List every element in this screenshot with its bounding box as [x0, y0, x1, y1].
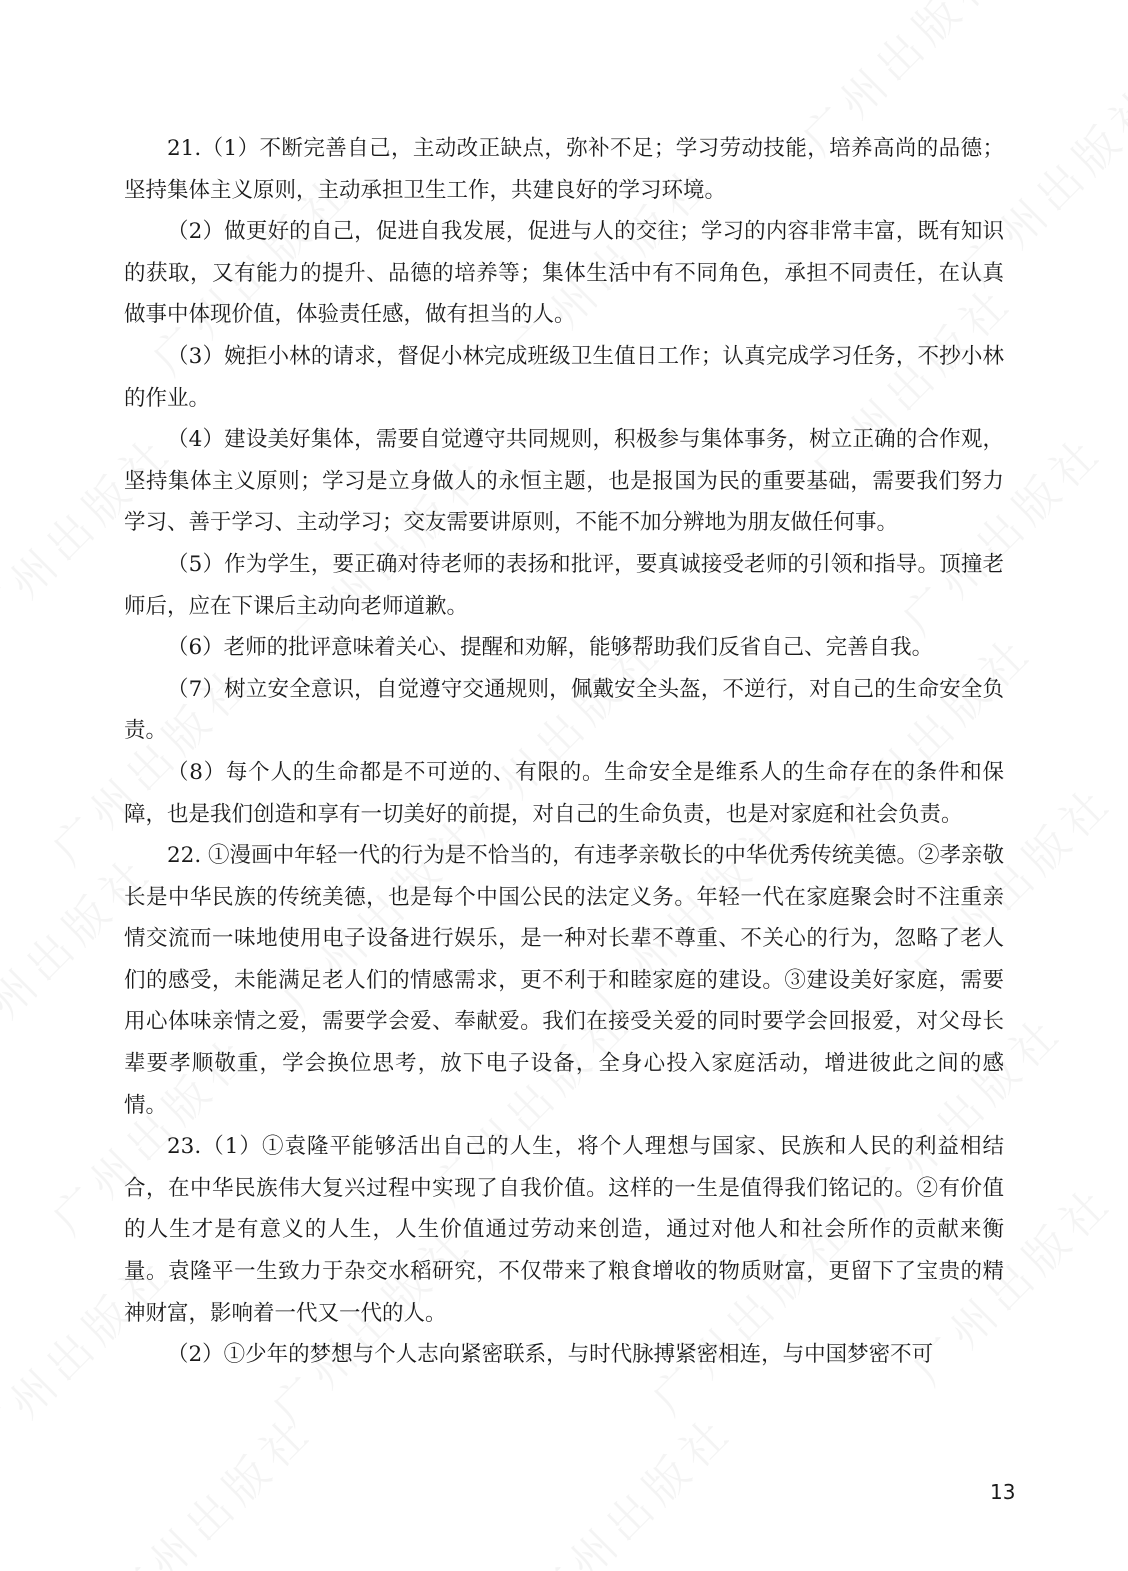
answer-text-body: [124, 128, 1004, 1376]
paragraph-21-5: （5）作为学生，要正确对待老师的表扬和批评，要真诚接受老师的引领和指导。顶撞老师后，应在下课后主动向老师道歉。: [124, 551, 1004, 619]
paragraph-21-2: （2）做更好的自己，促进自我发展，促进与人的交往；学习的内容非常丰富，既有知识的获取，又有能力的提升、品德的培养等；集体生活中有不同角色，承担不同责任，在认真做事中体现价值，体验责任感，做有担当的人。: [124, 219, 1004, 328]
paragraph-21-4: （4）建设美好集体，需要自觉遵守共同规则，积极参与集体事务，树立正确的合作观，坚持集体主义原则；学习是立身做人的永恒主题，也是报国为民的重要基础，需要我们努力学习、善于学习、主动学习；交友需要讲原则，不能不加分辨地为朋友做任何事。: [124, 427, 1004, 536]
paragraph-21-6: （6）老师的批评意味着关心、提醒和劝解，能够帮助我们反省自己、完善自我。: [167, 635, 934, 661]
paragraph-23-2: （2）①少年的梦想与个人志向紧密联系，与时代脉搏紧密相连，与中国梦密不可: [167, 1342, 934, 1368]
paragraph-21-3: （3）婉拒小林的请求，督促小林完成班级卫生值日工作；认真完成学习任务，不抄小林的作业。: [124, 343, 1004, 411]
watermark-text: [95, 1397, 324, 1571]
paragraph-21-8: （8）每个人的生命都是不可逆的、有限的。生命安全是维系人的生命存在的条件和保障，也是我们创造和享有一切美好的前提，对自己的生命负责，也是对家庭和社会负责。: [124, 759, 1004, 827]
paragraph-21-1: 21.（1）不断完善自己，主动改正缺点，弥补不足；学习劳动技能，培养高尚的品德；坚持集体主义原则，主动承担卫生工作，共建良好的学习环境。: [124, 136, 1004, 203]
page-number: 13: [990, 1480, 1016, 1504]
paragraph-21-7: （7）树立安全意识，自觉遵守交通规则，佩戴安全头盔，不逆行，对自己的生命安全负责。: [124, 676, 1004, 744]
watermark-text: [515, 1397, 744, 1571]
paragraph-23-1: 23.（1）①袁隆平能够活出自己的人生，将个人理想与国家、民族和人民的利益相结合，在中华民族伟大复兴过程中实现了自我价值。这样的一生是值得我们铭记的。②有价值的人生才是有意义的人生，人生价值通过劳动来创造，通过对他人和社会所作的贡献来衡量。袁隆平一生致力于杂交水稻研究，不仅带来了粮食增收的物质财富，更留下了宝贵的精神财富，影响着一代又一代的人。: [124, 1134, 1004, 1326]
paragraph-22: 22. ①漫画中年轻一代的行为是不恰当的，有违孝亲敬长的中华优秀传统美德。②孝亲敬长是中华民族的传统美德，也是每个中国公民的法定义务。年轻一代在家庭聚会时不注重亲情交流而一味地使用电子设备进行娱乐，是一种对长辈不尊重、不关心的行为，忽略了老人们的感受，未能满足老人们的情感需求，更不利于和睦家庭的建设。③建设美好家庭，需要用心体味亲情之爱，需要学会爱、奉献爱。我们在接受关爱的同时要学会回报爱，对父母长辈要孝顺敬重，学会换位思考，放下电子设备，全身心投入家庭活动，增进彼此之间的感情。: [124, 843, 1004, 1118]
